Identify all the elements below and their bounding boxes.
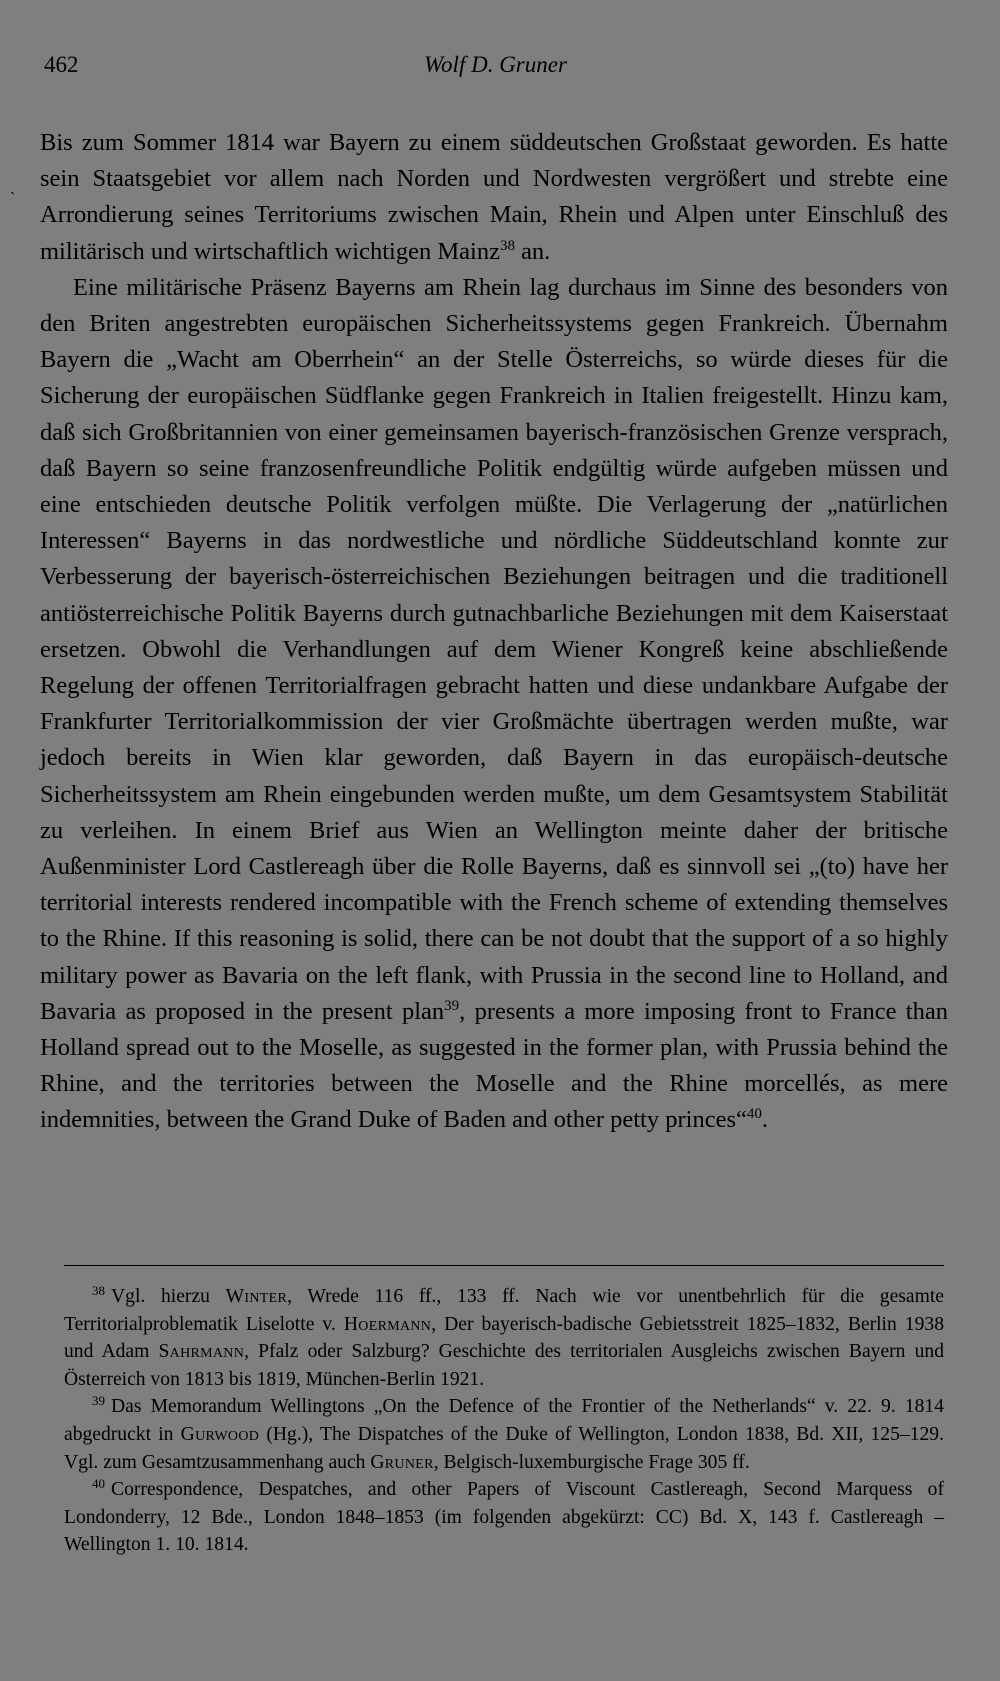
paragraph-2-tail: .	[761, 1106, 768, 1134]
paragraph-2	[40, 270, 948, 1139]
page-number: 462	[44, 52, 79, 77]
margin-mark: ˏ	[10, 178, 16, 195]
footnote-text: Correspondence, Despatches, and other Papers of Viscount Castlereagh, Second Marquess of Londonderry, 12 Bde., London 1848–1853 (im folgenden abgekürzt: CC) Bd. X, 143 f. Castlereagh – Wellington 1. 10. 1814.	[64, 1479, 944, 1556]
page-header	[44, 52, 956, 88]
paragraph-1-tail: an.	[514, 237, 551, 265]
paragraph-2-continued: , presents a more imposing front to France than Holland spread out to the Moselle, as suggested in the former plan, with Prussia behind the Rhine, and the territories between the Moselle and the Rhine morcellés, as mere indemnities, between the Grand Duke of Baden and other petty princes“	[40, 997, 948, 1134]
author-name: Hoermann	[343, 1313, 432, 1335]
footnote-text: , Wrede 116 ff., 133 ff. Nach wie vor unentbehrlich für die gesamte Territorialproblematik Liselotte v.	[64, 1286, 944, 1335]
paragraph-2-text: Eine militärische Präsenz Bayerns am Rhein lag durchaus im Sinne des besonders von den Briten angestrebten europäischen Sicherheitssystems gegen Frankreich. Übernahm Bayern die „Wacht am Oberrhein“ an der Stelle Österreichs, so würde dieses für die Sicherung der europäischen Südflanke gegen Frankreich in Italien freigestellt. Hinzu kam, daß sich Großbritannien von einer gemeinsamen bayerisch-französischen Grenze versprach, daß Bayern so seine franzosenfreundliche Politik endgültig würde aufgeben müssen und eine entschieden deutsche Politik verfolgen müßte. Die Verlagerung der „natürlichen Interessen“ Bayerns in das nordwestliche und nördliche Süddeutschland konnte zur Verbesserung der bayerisch-österreichischen Beziehungen beitragen und die traditionell antiösterreichische Politik Bayerns durch gutnachbarliche Beziehungen mit dem Kaiserstaat ersetzen. Obwohl die Verhandlungen auf dem Wiener Kongreß keine abschließende Regelung der offenen Territorialfragen gebracht hatten und diese undankbare Aufgabe der Frankfurter Territorialkommission der vier Großmächte übertragen werden mußte, war jedoch bereits in Wien klar geworden, daß Bayern in das europäisch-deutsche Sicherheitssystem am Rhein eingebunden werden mußte, um dem Gesamtsystem Stabilität zu verleihen. In einem Brief aus Wien an Wellington meinte daher der britische Außenminister Lord Castlereagh über die Rolle Bayerns, daß es sinnvoll sei „(to) have her territorial interests rendered incompatible with the French scheme of extending themselves to the Rhine. If this reasoning is solid, there can be not doubt that the support of a so highly military power as Bavaria on the left flank, with Prussia in the second line to Holland, and Bavaria as proposed in the present plan	[40, 273, 948, 1025]
author-name: Gurwood	[180, 1423, 260, 1445]
footnote-38	[64, 1283, 944, 1393]
body-text	[40, 125, 948, 1139]
running-head: Wolf D. Gruner	[424, 52, 567, 77]
footnote-ref-38: 38	[499, 237, 515, 254]
footnote-number: 39	[92, 1393, 105, 1409]
footnote-39	[64, 1393, 944, 1476]
footnote-ref-39: 39	[444, 997, 460, 1014]
footnote-40	[64, 1476, 944, 1559]
author-name: Winter	[225, 1286, 288, 1307]
footnote-number: 38	[92, 1283, 105, 1298]
author-name: Gruner	[370, 1451, 434, 1473]
footnote-text: (Hg.), The Dispatches of the Duke of Wellington, London 1838, Bd. XII, 125–129. Vgl. zum Gesamtzusammenhang auch	[64, 1423, 944, 1473]
footnotes	[64, 1283, 944, 1559]
footnote-text: , Der bayerisch-badische Gebietsstreit 1825–1832, Berlin 1938 und Adam	[64, 1313, 944, 1363]
footnote-text: , Pfalz oder Salzburg? Geschichte des territorialen Ausgleichs zwischen Bayern und Österreich von 1813 bis 1819, München-Berlin 1921.	[64, 1341, 944, 1390]
footnote-ref-40: 40	[746, 1106, 762, 1123]
footnote-text: Das Memorandum Wellingtons „On the Defence of the Frontier of the Netherlands“ v. 22. 9. 1814 abgedruckt in	[64, 1396, 944, 1445]
footnote-rule	[64, 1265, 944, 1266]
footnote-text: , Belgisch-luxemburgische Frage 305 ff.	[433, 1451, 750, 1473]
footnote-number: 40	[92, 1476, 105, 1492]
footnote-text: Vgl. hierzu	[111, 1286, 226, 1307]
paragraph-1	[40, 125, 948, 270]
paragraph-1-text: Bis zum Sommer 1814 war Bayern zu einem süddeutschen Großstaat geworden. Es hatte sein Staatsgebiet vor allem nach Norden und Nordwesten vergrößert und strebte eine Arrondierung seines Territoriums zwischen Main, Rhein und Alpen unter Einschluß des militärisch und wirtschaftlich wichtigen Mainz	[40, 129, 948, 265]
author-name: Sahrmann	[158, 1341, 245, 1363]
